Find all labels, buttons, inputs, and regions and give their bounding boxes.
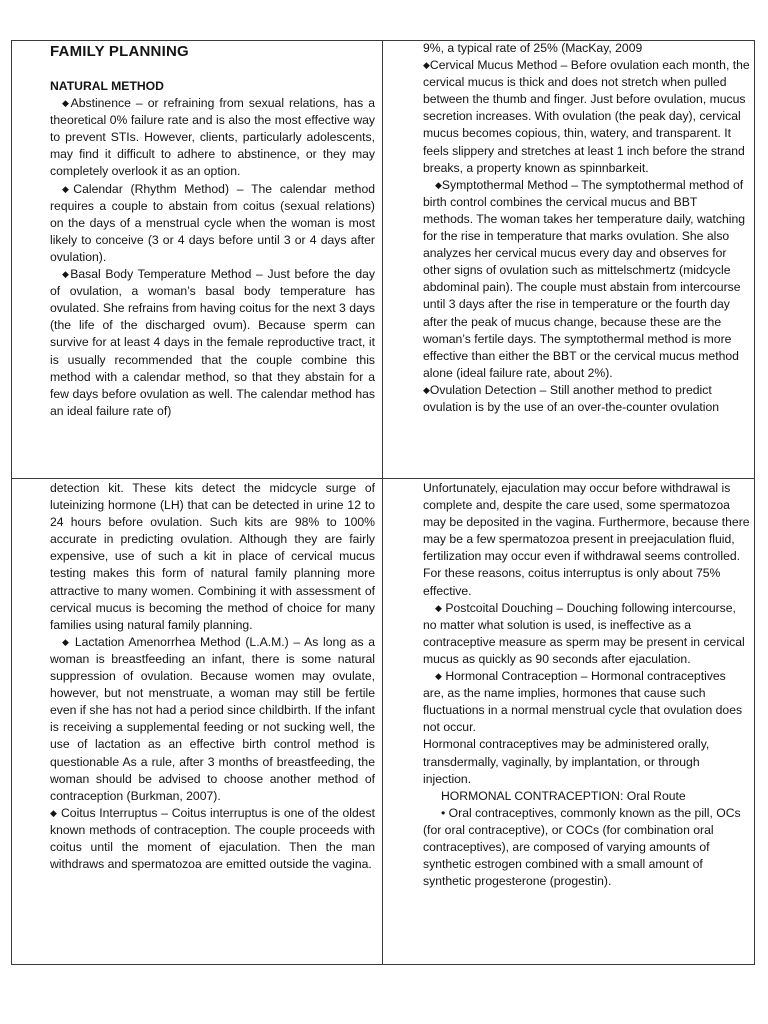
coitus-text: Coitus Interruptus – Coitus interruptus is one of the oldest known methods of contraception. The couple proceeds with coitus until the moment of ejaculation. Then the man withdraws and spermatozoa are emitted outside the vagina. xyxy=(50,805,375,872)
bullet-icon: ◆ xyxy=(435,671,442,682)
abstinence-paragraph xyxy=(50,95,375,180)
bullet-icon: ◆ xyxy=(423,60,430,71)
coitus-paragraph xyxy=(50,805,375,873)
cell-bottom-right xyxy=(423,480,750,950)
detection-kit-text: detection kit. These kits detect the midcycle surge of luteinizing hormone (LH) that can be detected in urine 12 to 24 hours before ovulation. Such kits are 98% to 100% accurate in predicting ovulation. Although they are fairly expensive, use of such a kit in place of cervical mucus testing makes this form of natural family planning more attractive to many women. Combining it with assessment of cervical mucus is becoming the method of choice for many families using natural family planning. xyxy=(50,481,375,632)
administered-text: Hormonal contraceptives may be administered orally, transdermally, vaginally, by implantation, or through injection. xyxy=(423,737,710,786)
round-bullet-icon: • xyxy=(441,805,446,820)
withdrawal-text: Unfortunately, ejaculation may occur before withdrawal is complete and, despite the care used, some spermatozoa may be deposited in the vagina. Furthermore, because there may be a few spermatozoa present in preejaculation fluid, fertilization may occur even if withdrawal seems controlled. For these reasons, coitus interruptus is only about 75% effective. xyxy=(423,481,750,598)
douching-text: Postcoital Douching – Douching following intercourse, no matter what solution is used, is ineffective as a contraceptive measure as sperm may be present in cervical mucus as quickly as 90 seconds after ejaculation. xyxy=(423,600,745,666)
bullet-icon: ◆ xyxy=(435,602,442,613)
bbt-paragraph xyxy=(50,266,375,420)
oral-paragraph xyxy=(423,805,750,890)
oral-route-heading: HORMONAL CONTRACEPTION: Oral Route xyxy=(441,788,686,803)
bullet-icon: ◆ xyxy=(62,98,71,109)
lam-text: Lactation Amenorrhea Method (L.A.M.) – As long as a woman is breastfeeding an infant, there is some natural suppression of ovulation. Because women may ovulate, however, but not menstruate, a woman may still be fertile even if she has not had a period since childbirth. If the infant is receiving a supplemental feeding or not sucking well, the use of lactation as an effective birth control method is questionable As a rule, after 3 months of breastfeeding, the woman should be advised to choose another method of contraception (Burkman, 2007). xyxy=(50,634,375,803)
cervical-mucus-text: Cervical Mucus Method – Before ovulation each month, the cervical mucus is thick and does not stretch when pulled between the thumb and finger. Just before ovulation, mucus secretion increases. With ovulation (the peak day), cervical mucus becomes copious, thin, watery, and transparent. It feels slippery and stretches at least 1 inch before the strand breaks, a property known as spinnbarkeit. xyxy=(423,58,750,175)
symptothermal-paragraph xyxy=(423,177,750,382)
cell-bottom-left xyxy=(50,480,375,950)
ovulation-detection-paragraph xyxy=(423,382,750,416)
page-title: FAMILY PLANNING xyxy=(50,43,189,60)
continued-text: 9%, a typical rate of 25% (MacKay, 2009 xyxy=(423,41,643,55)
bbt-text: Basal Body Temperature Method – Just before the day of ovulation, a woman’s basal body temperature has ovulated. She refrains from having coitus for the next 3 days (the life of the discharged ovum). Because sperm can survive for at least 4 days in the female reproductive tract, it is usually recommended that the couple combine this method with a calendar method, so that they abstain for a few days before ovulation as well. The calendar method has an ideal failure rate of) xyxy=(50,267,375,418)
cell-top-right xyxy=(423,40,750,474)
bullet-icon: ◆ xyxy=(423,384,430,395)
hormonal-text: Hormonal Contraception – Hormonal contraceptives are, as the name implies, hormones that cause such fluctuations in a normal menstrual cycle that ovulation does not occur. xyxy=(423,669,743,735)
bullet-icon: ◆ xyxy=(435,179,442,190)
bullet-icon: ◆ xyxy=(62,269,71,280)
cell-top-left xyxy=(50,42,375,474)
cervical-mucus-paragraph xyxy=(423,57,750,177)
calendar-text: Calendar (Rhythm Method) – The calendar method requires a couple to abstain from coitus (sexual relations) on the days of a menstrual cycle when the woman is most likely to conceive (3 or 4 days before until 3 or 4 days after ovulation). xyxy=(50,181,375,264)
oral-text: Oral contraceptives, commonly known as the pill, OCs (for oral contraceptive), or COCs (for combination oral contraceptives), are composed of varying amounts of synthetic estrogen combined with a small amount of synthetic progesterone (progestin). xyxy=(423,805,741,889)
bullet-icon: ◆ xyxy=(50,807,58,818)
symptothermal-text: Symptothermal Method – The symptothermal method of birth control combines the cervical mucus and BBT methods. The woman takes her temperature daily, watching for the rise in temperature that marks ovulation. She also analyzes her cervical mucus every day and observes for other signs of ovulation such as mittelschmertz (midcycle abdominal pain). The couple must abstain from intercourse until 3 days after the rise in temperature or the fourth day after the peak of mucus change, because these are the woman’s fertile days. The symptothermal method is more effective than either the BBT or the cervical mucus method alone (ideal failure rate, about 2%). xyxy=(423,177,746,380)
lam-paragraph xyxy=(50,634,375,805)
calendar-paragraph xyxy=(50,181,375,266)
ovulation-detection-text: Ovulation Detection – Still another method to predict ovulation is by the use of an over-the-counter ovulation xyxy=(423,382,720,414)
row-divider xyxy=(12,478,754,479)
natural-method-heading: NATURAL METHOD xyxy=(50,79,164,93)
bullet-icon: ◆ xyxy=(62,183,74,194)
column-divider xyxy=(382,41,383,964)
hormonal-paragraph xyxy=(423,668,750,736)
douching-paragraph xyxy=(423,600,750,668)
bullet-icon: ◆ xyxy=(62,636,71,647)
abstinence-text: Abstinence – or refraining from sexual relations, has a theoretical 0% failure rate and is also the most effective way to prevent STIs. However, clients, particularly adolescents, may find it difficult to adhere to abstinence, or they may completely overlook it as an option. xyxy=(50,96,375,179)
